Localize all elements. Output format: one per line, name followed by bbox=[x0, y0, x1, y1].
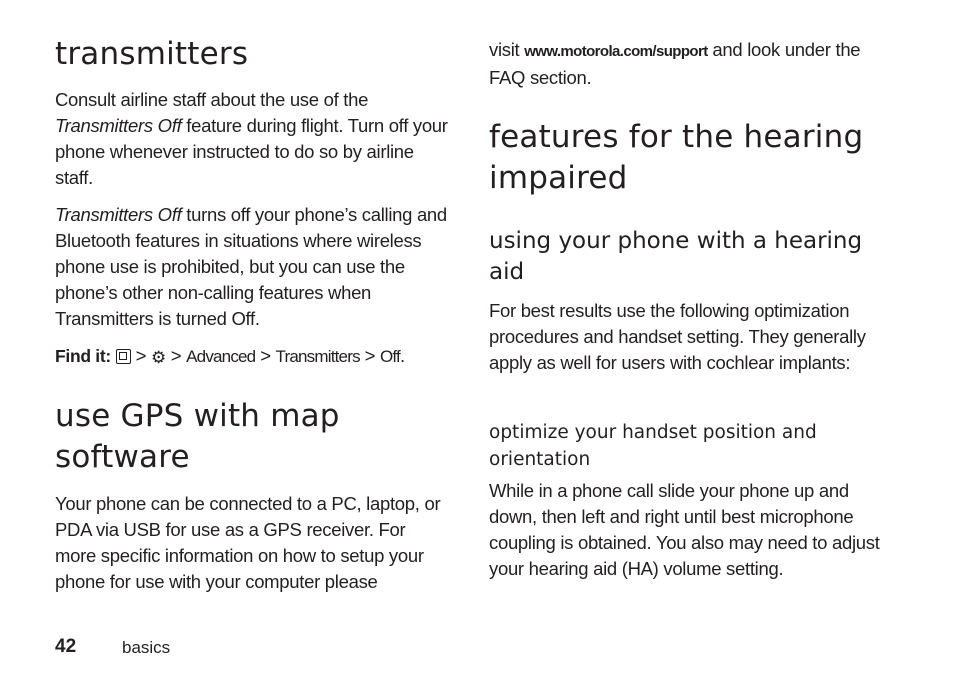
paragraph-best-results: For best results use the following optimization procedures and handset setting. They generally apply as well for users with cochlear implants: bbox=[489, 300, 866, 373]
path-separator: > bbox=[170, 345, 182, 366]
para-text: and look under the FAQ section. bbox=[489, 39, 861, 88]
path-period: . bbox=[399, 345, 405, 366]
heading-gps: use GPS with map software bbox=[55, 398, 340, 475]
path-separator: > bbox=[260, 345, 271, 366]
heading-hearing-aid: using your phone with a hearing aid bbox=[489, 228, 863, 285]
find-it-path bbox=[55, 343, 450, 371]
path-separator: > bbox=[364, 345, 376, 366]
section-label: basics bbox=[122, 638, 171, 657]
para-italic: Transmitters Off bbox=[55, 204, 182, 225]
para-text: Consult airline staff about the use of the bbox=[55, 89, 369, 110]
paragraph-phone-call: While in a phone call slide your phone up and down, then left and right until best microphone coupling is obtained. You also may need to adjust your hearing aid (HA) volume setting. bbox=[489, 480, 880, 579]
para-text: visit bbox=[489, 39, 525, 60]
heading-hearing-impaired: features for the hearing impaired bbox=[489, 119, 864, 196]
path-transmitters: Transmitters bbox=[275, 347, 360, 366]
paragraph-airline bbox=[55, 87, 450, 191]
page-number: 42 bbox=[55, 636, 77, 657]
find-it-label: Find it: bbox=[55, 346, 111, 366]
paragraph-transmitters-off bbox=[55, 202, 450, 332]
heading-optimize: optimize your handset position and orientation bbox=[489, 422, 817, 470]
path-advanced: Advanced bbox=[186, 347, 256, 366]
paragraph-gps: Your phone can be connected to a PC, laptop, or PDA via USB for use as a GPS receiver. For more specific information on how to setup your phone for use with your computer please bbox=[55, 493, 441, 592]
para-text: turns off your phone’s calling and Bluetooth features in situations where wireless phone use is prohibited, but you can use the phone’s other non-calling features when Transmitters is turned Off. bbox=[55, 204, 447, 329]
settings-icon: ⚙ bbox=[150, 348, 166, 367]
para-italic: Transmitters Off bbox=[55, 115, 182, 136]
menu-key-icon bbox=[116, 349, 131, 364]
path-separator: > bbox=[135, 345, 147, 366]
paragraph-support bbox=[489, 37, 889, 91]
path-off: Off bbox=[379, 347, 400, 366]
support-link[interactable]: www.motorola.com/support bbox=[524, 43, 708, 60]
heading-transmitters: transmitters bbox=[55, 36, 249, 72]
para-text: feature during flight. Turn off your phone whenever instructed to do so by airline staff. bbox=[55, 115, 448, 188]
